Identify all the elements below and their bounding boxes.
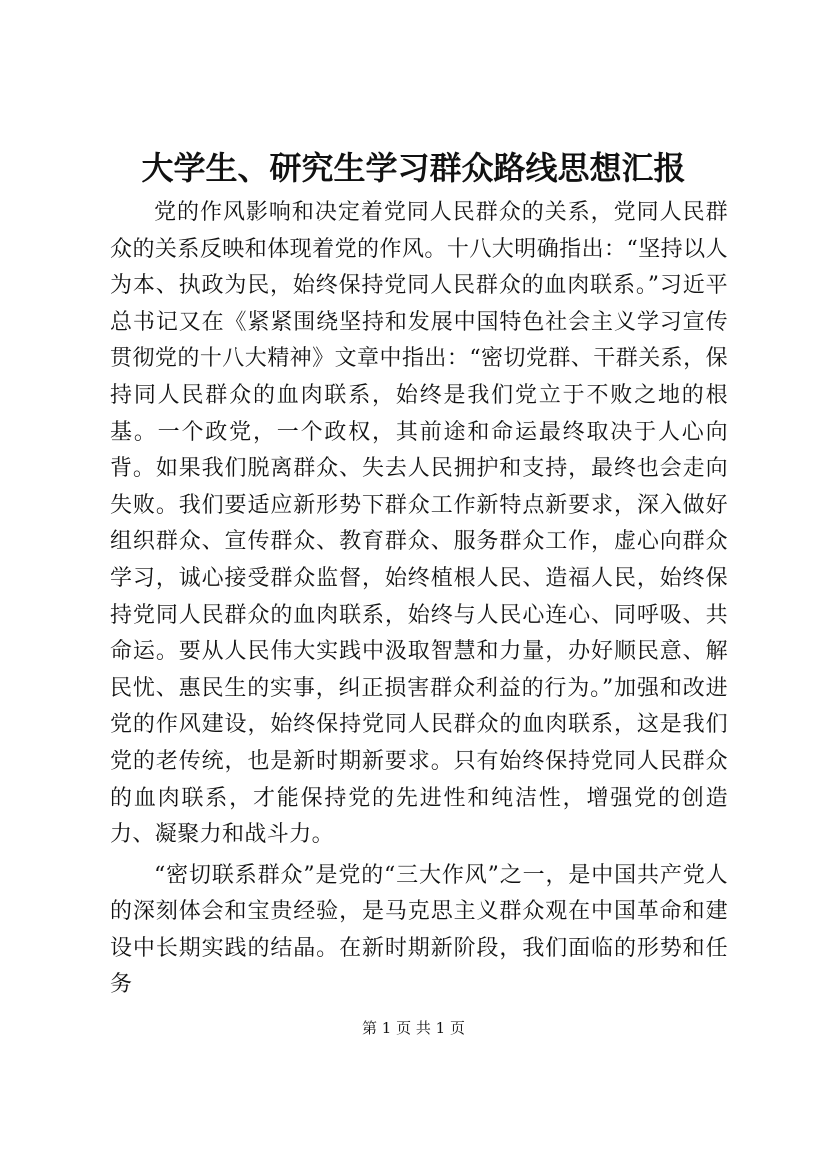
document-body — [110, 195, 728, 1004]
document-title: 大学生、研究生学习群众路线思想汇报 — [141, 149, 686, 187]
paragraph-1: 党的作风影响和决定着党同人民群众的关系，党同人民群众的关系反映和体现着党的作风。十八大明确指出：“坚持以人为本、执政为民，始终保持党同人民群众的血肉联系。”习近平总书记又在《紧紧围绕坚持和发展中国特色社会主义学习宣传贯彻党的十八大精神》文章中指出：“密切党群、干群关系，保持同人民群众的血肉联系，始终是我们党立于不败之地的根基。一个政党，一个政权，其前途和命运最终取决于人心向背。如果我们脱离群众、失去人民拥护和支持，最终也会走向失败。我们要适应新形势下群众工作新特点新要求，深入做好组织群众、宣传群众、教育群众、服务群众工作，虚心向群众学习，诚心接受群众监督，始终植根人民、造福人民，始终保持党同人民群众的血肉联系，始终与人民心连心、同呼吸、共命运。要从人民伟大实践中汲取智慧和力量，办好顺民意、解民忧、惠民生的实事，纠正损害群众利益的行为。”加强和改进党的作风建设，始终保持党同人民群众的血肉联系，这是我们党的老传统，也是新时期新要求。只有始终保持党同人民群众的血肉联系，才能保持党的先进性和纯洁性，增强党的创造力、凝聚力和战斗力。 — [110, 200, 728, 848]
page-number-footer: 第 1 页 共 1 页 — [362, 1019, 465, 1037]
paragraph-2: “密切联系群众”是党的“三大作风”之一，是中国共产党人的深刻体会和宝贵经验，是马克思主义群众观在中国革命和建设中长期实践的结晶。在新时期新阶段，我们面临的形势和任务 — [110, 862, 728, 998]
